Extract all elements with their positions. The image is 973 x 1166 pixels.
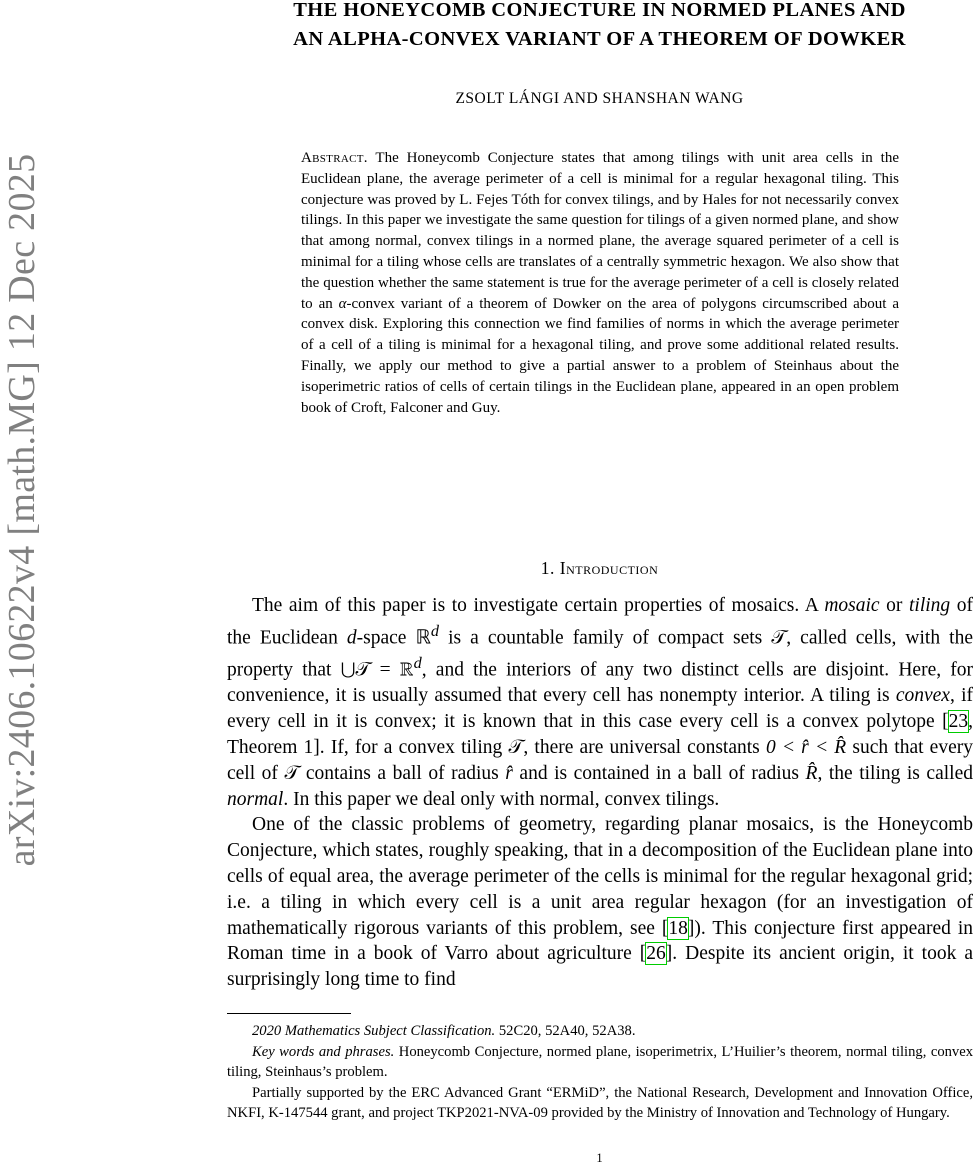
section-number: 1. xyxy=(540,558,555,578)
abstract-text-2: -convex variant of a theorem of Dowker on the area of polygons circumscribed about a convex disk. Exploring this connection we find families of norms in which the average perimeter of a cell of a tiling is minimal for a hexagonal tiling, and prove some additional related results. Finally, we apply our method to give a partial answer to a problem of Steinhaus about the isoperimetric ratios of cells of certain tilings in the Euclidean plane, appeared in an open problem book of Croft, Falconer and Guy. xyxy=(301,295,899,416)
arxiv-sidebar xyxy=(0,0,50,1165)
text-run: , Theorem 1]. If, for a convex tiling xyxy=(227,711,973,758)
term-convex: convex xyxy=(895,685,950,707)
footnote-support: Partially supported by the ERC Advanced Grant “ERMiD”, the National Research, Development and Innovation Office, NKFI, K-147544 grant, and project TKP2021-NVA-09 provided by the Ministry of Innovation and Technology of Hungary. xyxy=(227,1084,973,1121)
math-tiling-symbol: 𝒯 xyxy=(355,659,371,681)
term-tiling: tiling xyxy=(909,595,951,616)
arxiv-identifier[interactable]: arXiv:2406.10622v4 [math.MG] 12 Dec 2025 xyxy=(1,153,43,867)
authors: ZSOLT LÁNGI AND SHANSHAN WANG xyxy=(455,90,744,107)
footnote-msc-label: 2020 Mathematics Subject Classification. xyxy=(252,1023,496,1039)
abstract-text-1: The Honeycomb Conjecture states that among tilings with unit area cells in the Euclidean plane, the average perimeter of a cell is minimal for a regular hexagonal tiling. This conjecture was proved by L. Fejes Tóth for convex tilings, and by Hales for not necessarily convex tilings. In this paper we investigate the same question for tilings of a given normed plane, and show that among normal, convex tilings in a normed plane, the average squared perimeter of a cell is minimal for a tiling whose cells are translates of a centrally symmetric hexagon. We also show that the question whether the same statement is true for the average perimeter of a cell is closely related to an xyxy=(301,150,899,312)
text-run: , there are universal constants xyxy=(523,736,766,758)
text-run: . In this paper we deal only with normal, convex tilings. xyxy=(283,788,720,810)
footnote-msc-value: 52C20, 52A40, 52A38. xyxy=(495,1023,636,1039)
math-R-hat: R̂ xyxy=(805,762,818,784)
math-exponent-d: d xyxy=(413,654,422,673)
math-tiling-symbol: 𝒯 xyxy=(284,762,300,784)
text-run: , if every cell in it is convex; it is known that in this case every cell is a convex polytope [ xyxy=(227,685,973,733)
text-run: The aim of this paper is to investigate certain properties of mosaics. A xyxy=(252,595,825,616)
math-tiling-symbol: 𝒯 xyxy=(508,736,524,758)
text-run: is a countable family of compact sets xyxy=(439,627,772,649)
footnote-rule xyxy=(227,1013,351,1014)
text-run: , called cells, with the property that xyxy=(227,627,973,681)
math-d: d xyxy=(346,627,357,649)
text-run: One of the classic problems of geometry, regarding planar mosaics, is the Honeycomb Conjecture, which states, roughly speaking, that in a decomposition of the Euclidean plane into cells of equal area, the average perimeter of the cells is minimal for the regular hexagonal grid; i.e. a tiling in which every cell is a unit area regular hexagon (for an investigation of mathematically rigorous variants of this problem, see [ xyxy=(227,814,973,939)
text-run: , and the interiors of any two distinct cells are disjoint. Here, for convenience, it is usually assumed that every cell has nonempty interior. A tiling is xyxy=(227,659,973,707)
term-normal: normal xyxy=(227,788,284,810)
abstract xyxy=(301,148,899,418)
title-line-2: AN ALPHA-CONVEX VARIANT OF A THEOREM OF DOWKER xyxy=(293,28,906,50)
text-run: ]). This conjecture first appeared in Roman time in a book of Varro about agriculture [ xyxy=(227,917,973,965)
text-run: -space xyxy=(356,627,416,649)
math-reals: ℝ xyxy=(415,627,431,649)
term-mosaic: mosaic xyxy=(824,595,880,616)
citation-link-23[interactable]: 23 xyxy=(948,711,969,733)
footnote-keywords-value: Honeycomb Conjecture, normed plane, isoperimetrix, L’Huilier’s theorem, normal tiling, convex tiling, Steinhaus’s problem. xyxy=(227,1043,973,1080)
title-line-1: THE HONEYCOMB CONJECTURE IN NORMED PLANES AND xyxy=(293,0,906,21)
paper-title xyxy=(222,0,973,54)
math-inequality: 0 < r̂ < R̂ xyxy=(765,736,847,758)
alpha-symbol: α xyxy=(338,295,347,312)
paragraph-2 xyxy=(227,812,973,993)
abstract-label: Abstract. xyxy=(301,150,368,166)
text-run: ]. Despite its ancient origin, it took a surprisingly long time to find xyxy=(227,943,973,991)
footnote-msc xyxy=(227,1021,973,1042)
section-name: Introduction xyxy=(559,558,659,578)
text-run: or xyxy=(879,595,909,616)
footnote-keywords-label: Key words and phrases. xyxy=(252,1043,395,1060)
text-run: of the Euclidean xyxy=(227,595,973,649)
section-heading xyxy=(222,558,973,579)
footnote-keywords xyxy=(227,1042,973,1083)
math-equals-reals: = ℝ xyxy=(370,659,414,681)
citation-link-18[interactable]: 18 xyxy=(668,917,688,939)
page-number: 1 xyxy=(596,1151,603,1165)
text-run: , the tiling is called xyxy=(817,762,973,784)
text-run: such that every cell of xyxy=(227,736,973,784)
math-union: ⋃ xyxy=(340,659,356,681)
math-tiling-symbol: 𝒯 xyxy=(771,627,787,649)
body-text xyxy=(227,593,973,993)
text-run: contains a ball of radius xyxy=(299,762,506,784)
paragraph-1 xyxy=(227,593,973,812)
footnotes xyxy=(227,1021,973,1124)
citation-link-26[interactable]: 26 xyxy=(646,943,666,965)
math-r-hat: r̂ xyxy=(505,762,513,784)
text-run: and is contained in a ball of radius xyxy=(512,762,806,784)
math-exponent-d: d xyxy=(430,621,440,640)
